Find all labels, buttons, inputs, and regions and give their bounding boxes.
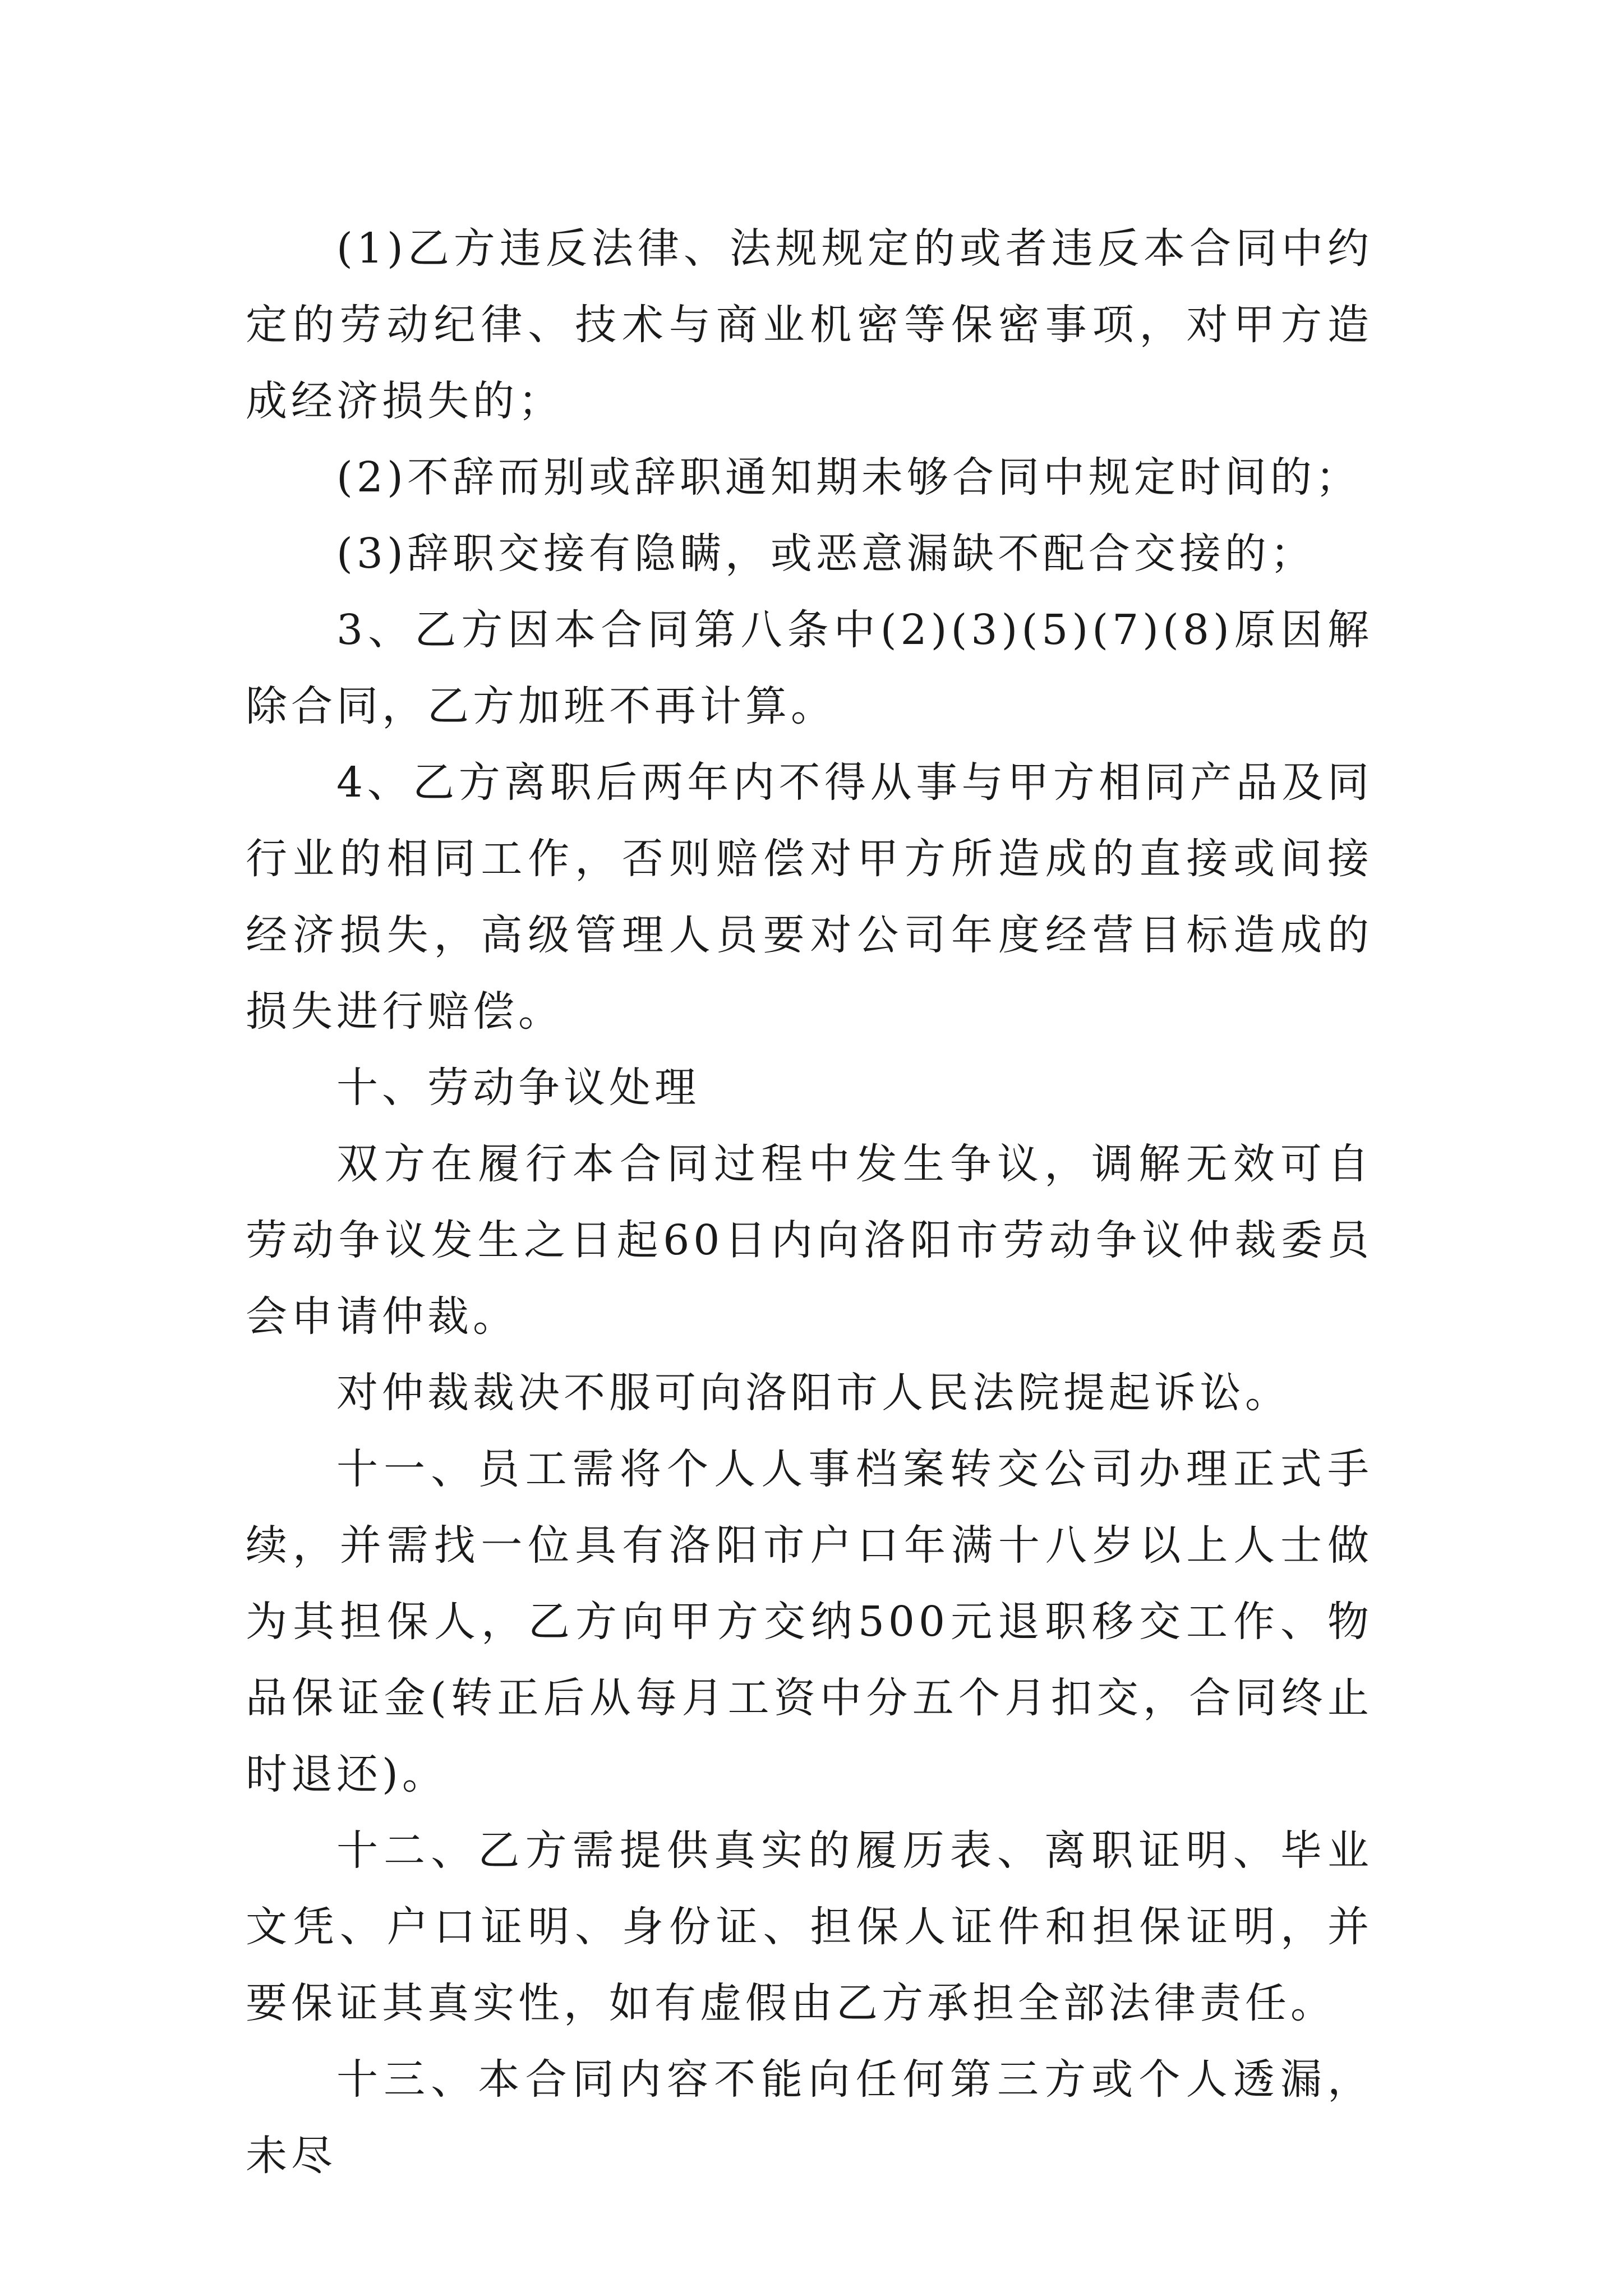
section-heading-10: 十、劳动争议处理 — [336, 1064, 700, 1112]
clause-item-3: (3)辞职交接有隐瞒，或恶意漏缺不配合交接的； — [336, 530, 1316, 578]
document-body — [246, 210, 1373, 2194]
clause-item-1: (1)乙方违反法律、法规规定的或者违反本合同中约定的劳动纪律、技术与商业机密等保密事项，对甲方造成经济损失的； — [246, 224, 1373, 425]
section-12-paragraph: 十二、乙方需提供真实的履历表、离职证明、毕业文凭、户口证明、身份证、担保人证件和担保证明，并要保证其真实性，如有虚假由乙方承担全部法律责任。 — [246, 1826, 1373, 2027]
dispute-paragraph: 双方在履行本合同过程中发生争议，调解无效可自劳动争议发生之日起60日内向洛阳市劳动争议仲裁委员会申请仲裁。 — [246, 1140, 1373, 1341]
section-13-paragraph: 十三、本合同内容不能向任何第三方或个人透漏，未尽 — [246, 2055, 1373, 2180]
clause-item-2: (2)不辞而别或辞职通知期未够合同中规定时间的； — [336, 453, 1361, 501]
clause-point-3: 3、乙方因本合同第八条中(2)(3)(5)(7)(8)原因解除合同，乙方加班不再计算。 — [246, 606, 1373, 730]
clause-point-4: 4、乙方离职后两年内不得从事与甲方相同产品及同行业的相同工作，否则赔偿对甲方所造成的直接或间接经济损失，高级管理人员要对公司年度经营目标造成的损失进行赔偿。 — [246, 758, 1373, 1036]
section-11-paragraph: 十一、员工需将个人人事档案转交公司办理正式手续，并需找一位具有洛阳市户口年满十八岁以上人士做为其担保人，乙方向甲方交纳500元退职移交工作、物品保证金(转正后从每月工资中分五个月扣交，合同终止时退还)。 — [246, 1445, 1373, 1798]
litigation-paragraph: 对仲裁裁决不服可向洛阳市人民法院提起诉讼。 — [336, 1369, 1290, 1417]
